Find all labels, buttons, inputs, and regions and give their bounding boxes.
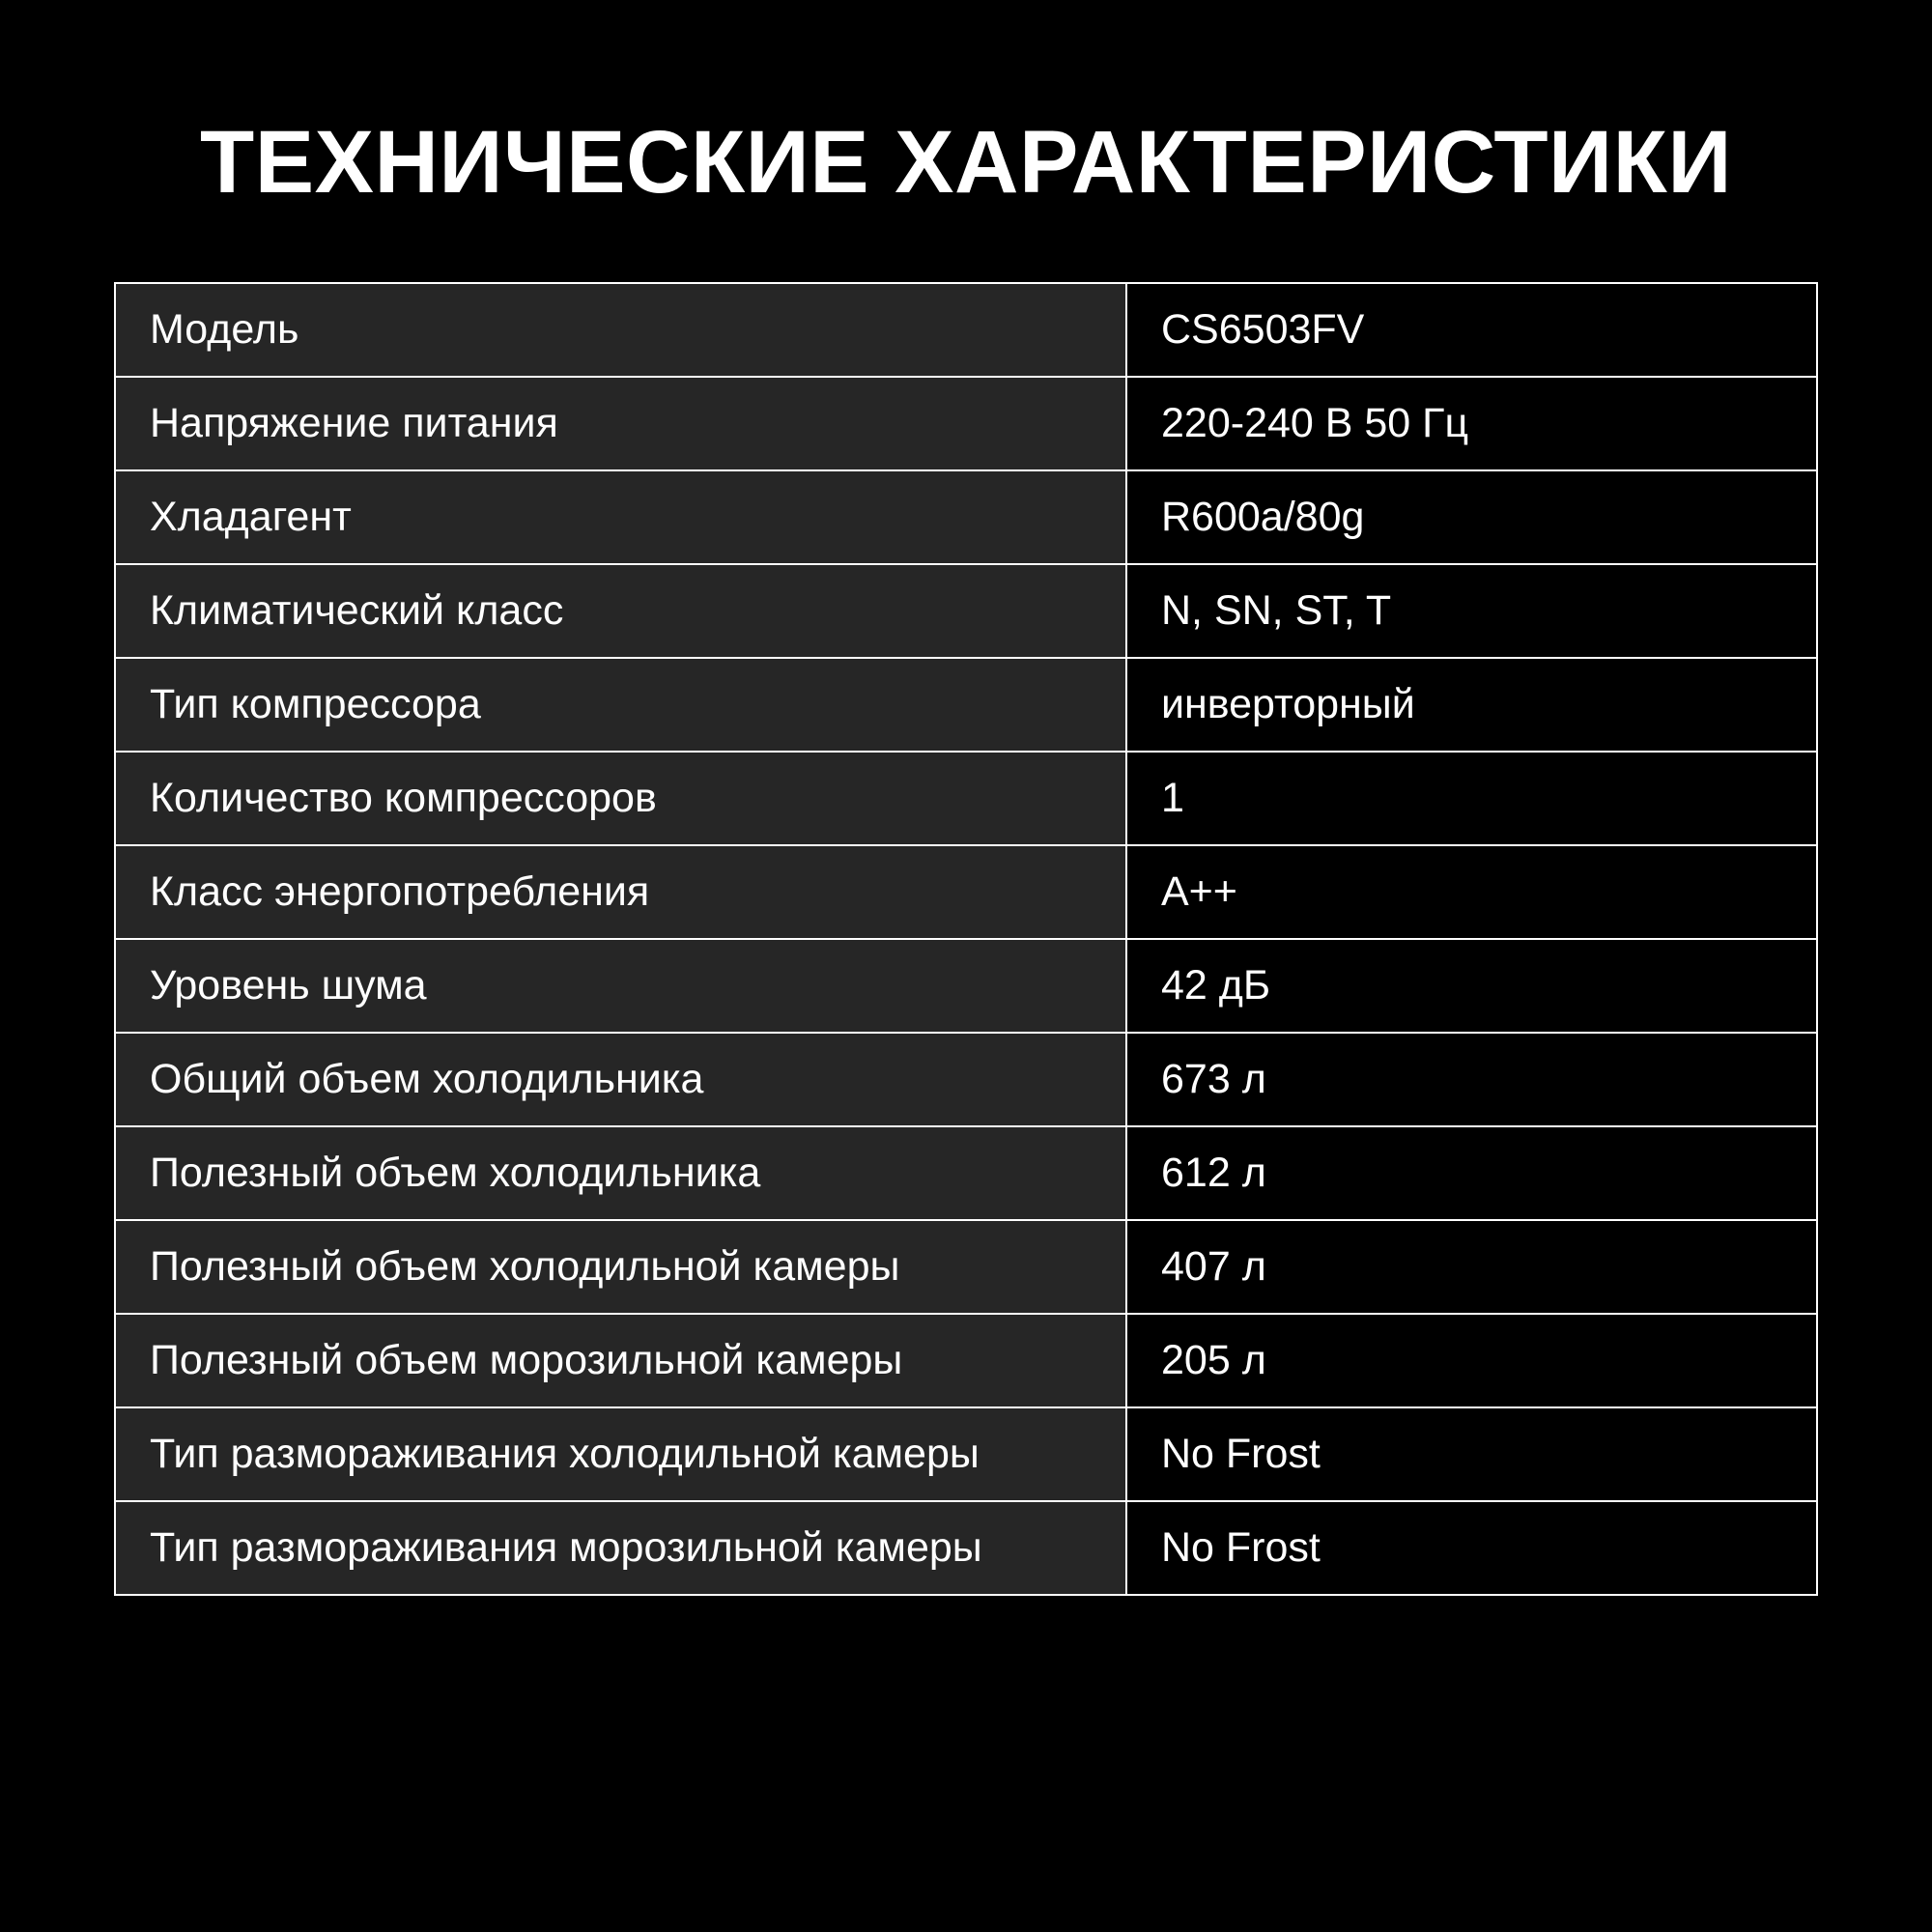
- spec-label: Хладагент: [115, 470, 1126, 564]
- spec-label: Тип размораживания холодильной камеры: [115, 1407, 1126, 1501]
- spec-label: Полезный объем холодильника: [115, 1126, 1126, 1220]
- spec-row-voltage: [115, 377, 1817, 470]
- spec-value: 205 л: [1126, 1314, 1817, 1407]
- spec-value: 1: [1126, 752, 1817, 845]
- spec-row-compressor-type: [115, 658, 1817, 752]
- spec-value: N, SN, ST, T: [1126, 564, 1817, 658]
- spec-value: 42 дБ: [1126, 939, 1817, 1033]
- spec-row-freezer-volume: [115, 1314, 1817, 1407]
- specs-table: [114, 282, 1818, 1596]
- spec-label: Общий объем холодильника: [115, 1033, 1126, 1126]
- spec-label: Полезный объем морозильной камеры: [115, 1314, 1126, 1407]
- spec-label: Уровень шума: [115, 939, 1126, 1033]
- page-title: ТЕХНИЧЕСКИЕ ХАРАКТЕРИСТИКИ: [200, 113, 1732, 212]
- spec-value: 673 л: [1126, 1033, 1817, 1126]
- spec-label: Модель: [115, 283, 1126, 377]
- spec-value: 220-240 В 50 Гц: [1126, 377, 1817, 470]
- spec-row-fridge-defrost: [115, 1407, 1817, 1501]
- spec-row-usable-volume: [115, 1126, 1817, 1220]
- spec-row-energy-class: [115, 845, 1817, 939]
- spec-row-compressor-count: [115, 752, 1817, 845]
- spec-label: Полезный объем холодильной камеры: [115, 1220, 1126, 1314]
- spec-label: Тип размораживания морозильной камеры: [115, 1501, 1126, 1595]
- spec-row-model: [115, 283, 1817, 377]
- spec-label: Климатический класс: [115, 564, 1126, 658]
- spec-value: 612 л: [1126, 1126, 1817, 1220]
- spec-label: Тип компрессора: [115, 658, 1126, 752]
- spec-label: Количество компрессоров: [115, 752, 1126, 845]
- spec-value: No Frost: [1126, 1501, 1817, 1595]
- spec-row-fridge-volume: [115, 1220, 1817, 1314]
- spec-value: R600a/80g: [1126, 470, 1817, 564]
- spec-row-freezer-defrost: [115, 1501, 1817, 1595]
- spec-row-climate-class: [115, 564, 1817, 658]
- spec-value: CS6503FV: [1126, 283, 1817, 377]
- spec-row-refrigerant: [115, 470, 1817, 564]
- spec-value: 407 л: [1126, 1220, 1817, 1314]
- spec-label: Класс энергопотребления: [115, 845, 1126, 939]
- spec-value: A++: [1126, 845, 1817, 939]
- spec-row-noise-level: [115, 939, 1817, 1033]
- spec-value: No Frost: [1126, 1407, 1817, 1501]
- spec-label: Напряжение питания: [115, 377, 1126, 470]
- spec-value: инверторный: [1126, 658, 1817, 752]
- spec-row-total-volume: [115, 1033, 1817, 1126]
